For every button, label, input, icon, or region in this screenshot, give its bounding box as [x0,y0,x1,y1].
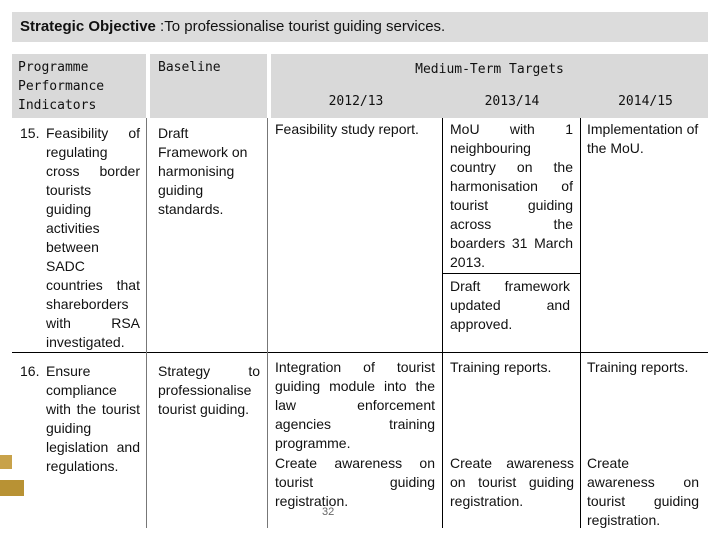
row16-target-2014-a: Training reports. [587,359,689,375]
row-divider-1 [12,352,708,353]
row16-target-2014-b: Create awareness on tourist guiding registration. [587,455,699,528]
decorative-swoosh-bottom [0,480,24,496]
col-divider-2013 [580,118,581,528]
header-medium-term-targets: Medium-Term Targets [415,62,564,77]
row16-target-2013-a: Training reports. [450,359,552,375]
row16-target-2013-b: Create awareness on tourist guiding registration. [450,455,574,509]
col-divider-2012 [442,118,443,528]
row15-target-2014: Implementation of the MoU. [587,121,699,156]
page-number: 32 [322,506,335,518]
row15-indicator: Feasibility of regulating cross border tourists guiding activities between SADC countries that shareborders with RSA investigated. [46,125,140,350]
header-year-2014-15: 2014/15 [618,94,673,109]
row16-target-2012-a: Integration of tourist guiding module into the law enforcement agencies training programme. [275,359,435,451]
strategic-objective-title [12,12,708,42]
header-year-2013-14: 2013/14 [484,94,540,109]
col-divider-baseline [267,118,268,528]
decorative-swoosh-top [0,455,12,469]
row15-number: 15. [20,125,40,141]
title-text: :To professionalise tourist guiding services. [155,18,446,35]
row15-target-2013-a: MoU with 1 neighbouring country on the harmonisation of tourist guiding across the boarders 31 March 2013. [450,121,573,270]
row16-number: 16. [20,363,40,379]
row16-baseline: Strategy to professionalise tourist guiding. [158,363,260,417]
row15-baseline: Draft Framework on harmonising guiding standards. [158,125,248,217]
row15-target-2013-b: Draft framework updated and approved. [450,278,570,332]
header-year-2012-13: 2012/13 [328,94,384,109]
col-divider-indicators [146,118,147,528]
row16-indicator: Ensure compliance with the tourist guiding legislation and regulations. [46,363,140,474]
header-indicators: Programme Performance Indicators [18,60,105,113]
row15-target-2012: Feasibility study report. [275,121,419,137]
title-label: Strategic Objective [20,18,156,35]
row16-target-2012-b: Create awareness on tourist guiding registration. [275,455,435,509]
header-baseline: Baseline [158,60,221,75]
cell-divider-2013 [442,273,580,274]
